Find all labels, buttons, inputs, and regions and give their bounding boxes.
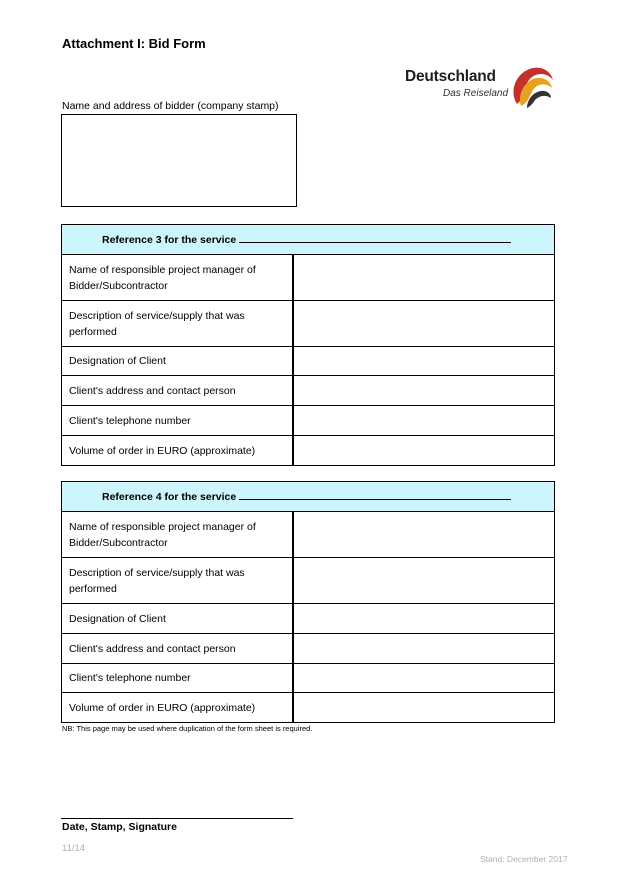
field-client-address[interactable] bbox=[293, 376, 555, 406]
logo-sub-text: Das Reiseland bbox=[443, 88, 509, 99]
row-label-project-manager: Name of responsible project manager of Bidder/Subcontractor bbox=[62, 512, 294, 558]
reference-3-table bbox=[61, 224, 555, 466]
reference-4-service-line[interactable] bbox=[239, 488, 511, 500]
field-client-telephone[interactable] bbox=[293, 664, 555, 693]
page-number: 11/14 bbox=[62, 843, 86, 854]
bidder-stamp-label: Name and address of bidder (company stamp) bbox=[62, 100, 279, 112]
reference-4-heading: Reference 4 for the service bbox=[62, 482, 555, 512]
logo-swirl-icon bbox=[507, 64, 555, 110]
signature-line[interactable] bbox=[61, 818, 293, 819]
logo-main-text: Deutschland bbox=[405, 68, 496, 85]
row-label-client-address: Client's address and contact person bbox=[62, 376, 294, 406]
field-project-manager[interactable] bbox=[293, 255, 555, 301]
field-client-designation[interactable] bbox=[293, 347, 555, 376]
field-project-manager[interactable] bbox=[293, 512, 555, 558]
row-label-client-telephone: Client's telephone number bbox=[62, 406, 294, 436]
row-label-order-volume: Volume of order in EURO (approximate) bbox=[62, 693, 294, 723]
row-label-client-telephone: Client's telephone number bbox=[62, 664, 294, 693]
row-label-client-designation: Designation of Client bbox=[62, 347, 294, 376]
row-label-client-designation: Designation of Client bbox=[62, 604, 294, 634]
field-order-volume[interactable] bbox=[293, 436, 555, 466]
stand-date: Stand: December 2017 bbox=[480, 854, 568, 864]
field-client-designation[interactable] bbox=[293, 604, 555, 634]
reference-3-heading: Reference 3 for the service bbox=[62, 225, 555, 255]
page-title: Attachment I: Bid Form bbox=[62, 36, 206, 51]
row-label-description: Description of service/supply that was performed bbox=[62, 301, 294, 347]
row-label-project-manager: Name of responsible project manager of Bidder/Subcontractor bbox=[62, 255, 294, 301]
row-label-order-volume: Volume of order in EURO (approximate) bbox=[62, 436, 294, 466]
bidder-stamp-box[interactable] bbox=[61, 114, 297, 207]
field-client-address[interactable] bbox=[293, 634, 555, 664]
field-order-volume[interactable] bbox=[293, 693, 555, 723]
deutschland-logo bbox=[405, 64, 555, 112]
duplication-note: NB: This page may be used where duplication of the form sheet is required. bbox=[62, 724, 313, 733]
row-label-description: Description of service/supply that was performed bbox=[62, 558, 294, 604]
field-description[interactable] bbox=[293, 301, 555, 347]
reference-3-service-line[interactable] bbox=[239, 231, 511, 243]
row-label-client-address: Client's address and contact person bbox=[62, 634, 294, 664]
signature-label: Date, Stamp, Signature bbox=[62, 821, 177, 833]
field-description[interactable] bbox=[293, 558, 555, 604]
reference-4-table bbox=[61, 481, 555, 723]
field-client-telephone[interactable] bbox=[293, 406, 555, 436]
